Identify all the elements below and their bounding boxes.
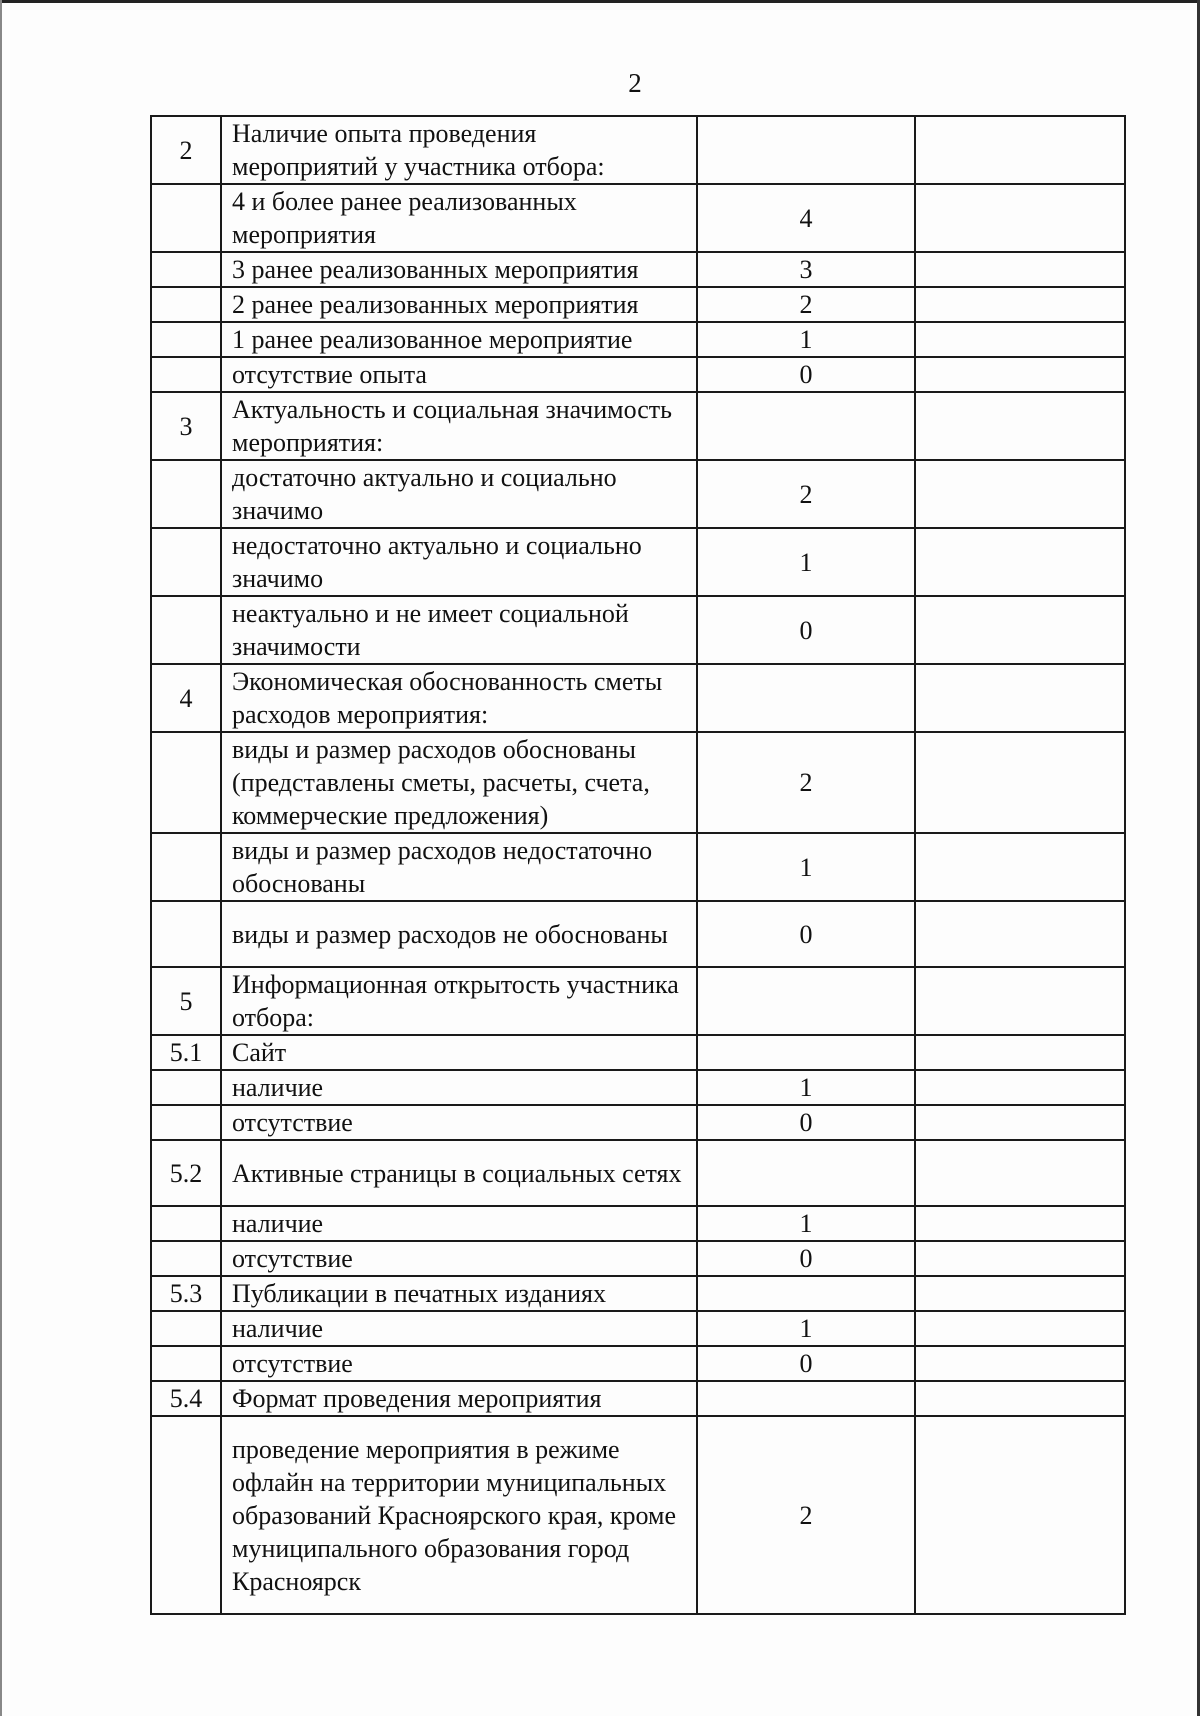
row-score: 1: [697, 322, 915, 357]
row-label: достаточно актуально и социально значимо: [221, 460, 697, 528]
table-row: [151, 901, 1125, 967]
row-number: 3: [151, 392, 221, 460]
row-number: [151, 322, 221, 357]
row-score: [697, 116, 915, 184]
scan-border-left: [0, 0, 2, 1716]
row-label: виды и размер расходов недостаточно обоснованы: [221, 833, 697, 901]
row-label: недостаточно актуально и социально значимо: [221, 528, 697, 596]
table-row: [151, 392, 1125, 460]
row-extra-cell: [915, 664, 1125, 732]
row-score: 3: [697, 252, 915, 287]
criteria-table: [150, 115, 1126, 1615]
table-row: [151, 1206, 1125, 1241]
row-number: [151, 1241, 221, 1276]
table-row: [151, 184, 1125, 252]
row-score: [697, 392, 915, 460]
row-extra-cell: [915, 596, 1125, 664]
row-score: 2: [697, 1416, 915, 1614]
row-score: 1: [697, 833, 915, 901]
row-extra-cell: [915, 1276, 1125, 1311]
row-number: [151, 833, 221, 901]
row-score: 0: [697, 901, 915, 967]
table-row: [151, 1241, 1125, 1276]
row-score: 4: [697, 184, 915, 252]
row-number: [151, 1206, 221, 1241]
row-label: отсутствие: [221, 1105, 697, 1140]
table-row: [151, 116, 1125, 184]
row-score: [697, 1276, 915, 1311]
row-extra-cell: [915, 1206, 1125, 1241]
row-number: [151, 1311, 221, 1346]
page-number: 2: [628, 68, 642, 98]
row-score: 0: [697, 596, 915, 664]
row-label: Активные страницы в социальных сетях: [221, 1140, 697, 1206]
table-row: [151, 357, 1125, 392]
row-extra-cell: [915, 116, 1125, 184]
row-score: 2: [697, 287, 915, 322]
row-number: [151, 732, 221, 833]
row-score: [697, 967, 915, 1035]
table-row: [151, 252, 1125, 287]
row-label: Экономическая обоснованность сметы расходов мероприятия:: [221, 664, 697, 732]
row-label: наличие: [221, 1206, 697, 1241]
row-label: 1 ранее реализованное мероприятие: [221, 322, 697, 357]
row-extra-cell: [915, 528, 1125, 596]
row-extra-cell: [915, 392, 1125, 460]
row-number: [151, 1070, 221, 1105]
row-label: 4 и более ранее реализованных мероприятия: [221, 184, 697, 252]
table-row: [151, 732, 1125, 833]
row-score: [697, 664, 915, 732]
row-number: 5.2: [151, 1140, 221, 1206]
row-label: Формат проведения мероприятия: [221, 1381, 697, 1416]
row-number: [151, 528, 221, 596]
row-number: 5.4: [151, 1381, 221, 1416]
table-row: [151, 322, 1125, 357]
row-score: 1: [697, 528, 915, 596]
table-row: [151, 1140, 1125, 1206]
table-row: [151, 1276, 1125, 1311]
row-extra-cell: [915, 184, 1125, 252]
row-label: отсутствие опыта: [221, 357, 697, 392]
table-row: [151, 460, 1125, 528]
row-score: 0: [697, 1105, 915, 1140]
row-label: виды и размер расходов обоснованы (представлены сметы, расчеты, счета, коммерческие предложения): [221, 732, 697, 833]
row-extra-cell: [915, 1035, 1125, 1070]
scan-border-top: [0, 0, 1200, 3]
row-score: 0: [697, 357, 915, 392]
row-extra-cell: [915, 1105, 1125, 1140]
row-number: 2: [151, 116, 221, 184]
row-score: 1: [697, 1206, 915, 1241]
row-label: Актуальность и социальная значимость мероприятия:: [221, 392, 697, 460]
row-extra-cell: [915, 252, 1125, 287]
row-number: [151, 1105, 221, 1140]
table-row: [151, 528, 1125, 596]
row-label: наличие: [221, 1070, 697, 1105]
row-score: 1: [697, 1070, 915, 1105]
row-score: 0: [697, 1346, 915, 1381]
row-extra-cell: [915, 1381, 1125, 1416]
row-score: 2: [697, 460, 915, 528]
row-number: [151, 1346, 221, 1381]
row-number: 5: [151, 967, 221, 1035]
row-number: 5.1: [151, 1035, 221, 1070]
row-score: 0: [697, 1241, 915, 1276]
row-extra-cell: [915, 1070, 1125, 1105]
row-label: Сайт: [221, 1035, 697, 1070]
row-number: 5.3: [151, 1276, 221, 1311]
row-label: 2 ранее реализованных мероприятия: [221, 287, 697, 322]
row-extra-cell: [915, 732, 1125, 833]
row-extra-cell: [915, 967, 1125, 1035]
row-extra-cell: [915, 357, 1125, 392]
row-extra-cell: [915, 901, 1125, 967]
row-score: 1: [697, 1311, 915, 1346]
row-extra-cell: [915, 1346, 1125, 1381]
row-number: [151, 357, 221, 392]
row-score: [697, 1035, 915, 1070]
row-number: [151, 1416, 221, 1614]
row-score: [697, 1381, 915, 1416]
table-row: [151, 664, 1125, 732]
row-number: [151, 596, 221, 664]
row-label: проведение мероприятия в режиме офлайн на территории муниципальных образований Красноярского края, кроме муниципального образования город Красноярск: [221, 1416, 697, 1614]
row-label: Публикации в печатных изданиях: [221, 1276, 697, 1311]
row-label: неактуально и не имеет социальной значимости: [221, 596, 697, 664]
table-row: [151, 1311, 1125, 1346]
row-extra-cell: [915, 287, 1125, 322]
row-extra-cell: [915, 833, 1125, 901]
table-row: [151, 287, 1125, 322]
table-row: [151, 833, 1125, 901]
table-row: [151, 1070, 1125, 1105]
row-number: [151, 901, 221, 967]
row-extra-cell: [915, 322, 1125, 357]
row-label: Наличие опыта проведения мероприятий у участника отбора:: [221, 116, 697, 184]
table-row: [151, 1105, 1125, 1140]
row-number: [151, 460, 221, 528]
table-row: [151, 1416, 1125, 1614]
row-extra-cell: [915, 1140, 1125, 1206]
row-number: [151, 287, 221, 322]
row-extra-cell: [915, 1241, 1125, 1276]
row-extra-cell: [915, 1311, 1125, 1346]
row-label: отсутствие: [221, 1346, 697, 1381]
row-label: отсутствие: [221, 1241, 697, 1276]
row-number: 4: [151, 664, 221, 732]
table-row: [151, 1035, 1125, 1070]
row-number: [151, 184, 221, 252]
row-label: Информационная открытость участника отбора:: [221, 967, 697, 1035]
table-row: [151, 1346, 1125, 1381]
row-score: [697, 1140, 915, 1206]
row-extra-cell: [915, 460, 1125, 528]
row-extra-cell: [915, 1416, 1125, 1614]
table-row: [151, 1381, 1125, 1416]
table-row: [151, 596, 1125, 664]
row-label: виды и размер расходов не обоснованы: [221, 901, 697, 967]
row-label: наличие: [221, 1311, 697, 1346]
row-score: 2: [697, 732, 915, 833]
row-label: 3 ранее реализованных мероприятия: [221, 252, 697, 287]
table-row: [151, 967, 1125, 1035]
row-number: [151, 252, 221, 287]
